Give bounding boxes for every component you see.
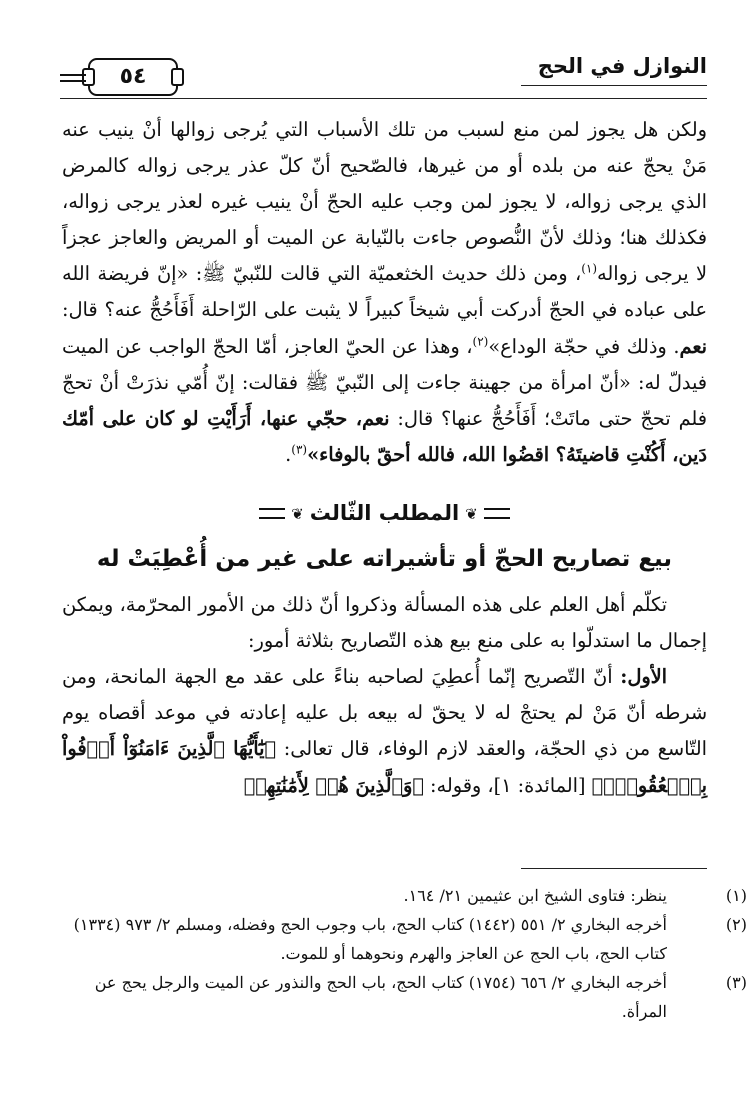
section-heading-text: المطلب الثّالث	[309, 500, 460, 525]
p1-text-c: . وذلك في حجّة الوداع»	[488, 334, 680, 358]
footnote-2-text: أخرجه البخاري ٢/ ٥٥١ (١٤٤٢) كتاب الحج، باب وجوب الحج وفضله، ومسلم ٢/ ٩٧٣ (١٣٣٤) كتاب الحج، باب الحج عن العاجز والهرم ونحوهما أو للموت.	[73, 915, 667, 963]
footnote-3-num: (٣)	[725, 973, 747, 992]
topic-title: بيع تصاريح الحجّ أو تأشيراته على غير من أُعْطِيَتْ له	[96, 545, 673, 572]
heading-ornament-right-lines	[484, 508, 510, 519]
p1-answer-naam: نعم	[679, 334, 707, 358]
p1-end: .	[285, 442, 292, 466]
paragraph-1	[62, 112, 707, 473]
footnote-2	[62, 910, 747, 968]
p3-label: الأول:	[620, 665, 667, 689]
footnote-ref-3: (٣)	[291, 442, 308, 457]
heading-ornament-right-icon: ❦	[465, 504, 478, 523]
p1-text-d: ، وهذا عن الحيّ العاجز، أمّا الحجّ الواجب عن الميت فيدلّ له: «أنّ امرأة من جهينة جاءت إلى النّبيّ ﷺ فقالت: إنّ أُمّي نذرَتْ أنْ تحجّ فلم تحجّ حتى ماتَتْ؛ أَفَأَحُجُّ عنها؟ قال:	[62, 334, 707, 430]
footnote-1-num: (١)	[725, 886, 747, 905]
paragraph-3	[62, 659, 707, 803]
p3-ref-1: [المائدة: ١]، وقوله:	[423, 773, 592, 797]
p1-text-a: ولكن هل يجوز لمن منع لسبب من تلك الأسباب التي يُرجى زوالها أنْ ينيب عنه مَنْ يحجّ عنه من بلده أو من غيرها، فالصّحيح أنّ كلّ عذر يرجى زواله كالمرض الذي يرجى زواله، لا يجوز لمن وجب عليه الحجّ أنْ ينيب غيره لعذر يرجى زواله، فكذلك هنا؛ وذلك لأنّ النُّصوص جاءت بالنّيابة عن الميت أو المريض والعاجز عجزاً لا يرجى زواله	[62, 118, 707, 286]
footnote-1-text: ينظر: فتاوى الشيخ ابن عثيمين ٢١/ ١٦٤.	[403, 886, 667, 905]
footnote-ref-2: (٢)	[472, 334, 489, 349]
p3-text-a: أنّ التّصريح إنّما أُعطِيَ لصاحبه بناءً على عقد مع الجهة المانحة، ومن شرطه أنّ مَنْ لم يحتجْ له لا يحقّ له بيعه بل عليه إعادته في موعد أقصاه يوم التّاسع من ذي الحجّة، والعقد لازم الوفاء، قال تعالى:	[62, 665, 708, 761]
title-underline	[521, 85, 707, 86]
page-number: ٥٤	[88, 58, 178, 96]
page-header	[60, 48, 707, 99]
main-text	[62, 112, 707, 804]
heading-ornament-left-icon: ❦	[291, 504, 304, 523]
footnotes	[62, 868, 747, 1026]
running-title: النوازل في الحج	[537, 54, 707, 78]
p1-text-b: ، ومن ذلك حديث الخثعميّة التي قالت للنّبيّ ﷺ: «إنّ فريضة الله على عباده في الحجّ أدركت أبي شيخاً كبيراً لا يثبت على الرّاحلة أَفَأَحُجُّ عنه؟ قال:	[62, 262, 707, 322]
p1-bold-answer: نعم، حجّي عنها، أَرَأَيْتِ لو كان على أمّك دَين، أَكُنْتِ قاضيتَهُ؟ اقضُوا الله، فالله أحقّ بالوفاء»	[62, 406, 707, 466]
section-heading	[62, 495, 707, 529]
heading-ornament-left-lines	[259, 508, 285, 519]
footnote-ref-1: (١)	[581, 261, 598, 276]
paragraph-2: تكلّم أهل العلم على هذه المسألة وذكروا أنّ ذلك من الأمور المحرّمة، ويمكن إجمال ما استدلّوا به على منع بيع هذه التّصاريح بثلاثة أمور:	[62, 593, 707, 653]
quran-verse-2: ﴿وَٱلَّذِينَ هُمۡ لِأَمَٰنَٰتِهِمۡ	[243, 773, 424, 797]
footnote-1	[62, 881, 747, 910]
quran-verse-1: ﴿يَٰٓأَيُّهَا ٱلَّذِينَ ءَامَنُوٓاْ أَوۡفُواْ بِٱلۡعُقُودِۚ﴾	[62, 737, 707, 797]
footnote-separator	[521, 868, 707, 869]
footnote-3	[62, 968, 747, 1026]
header-rule-tail-lower	[60, 80, 86, 82]
header-rule-tail	[60, 74, 86, 76]
footnote-3-text: أخرجه البخاري ٢/ ٦٥٦ (١٧٥٤) كتاب الحج، باب الحج والنذور عن الميت والرجل يحج عن المرأة.	[94, 973, 667, 1021]
footnote-2-num: (٢)	[725, 915, 747, 934]
